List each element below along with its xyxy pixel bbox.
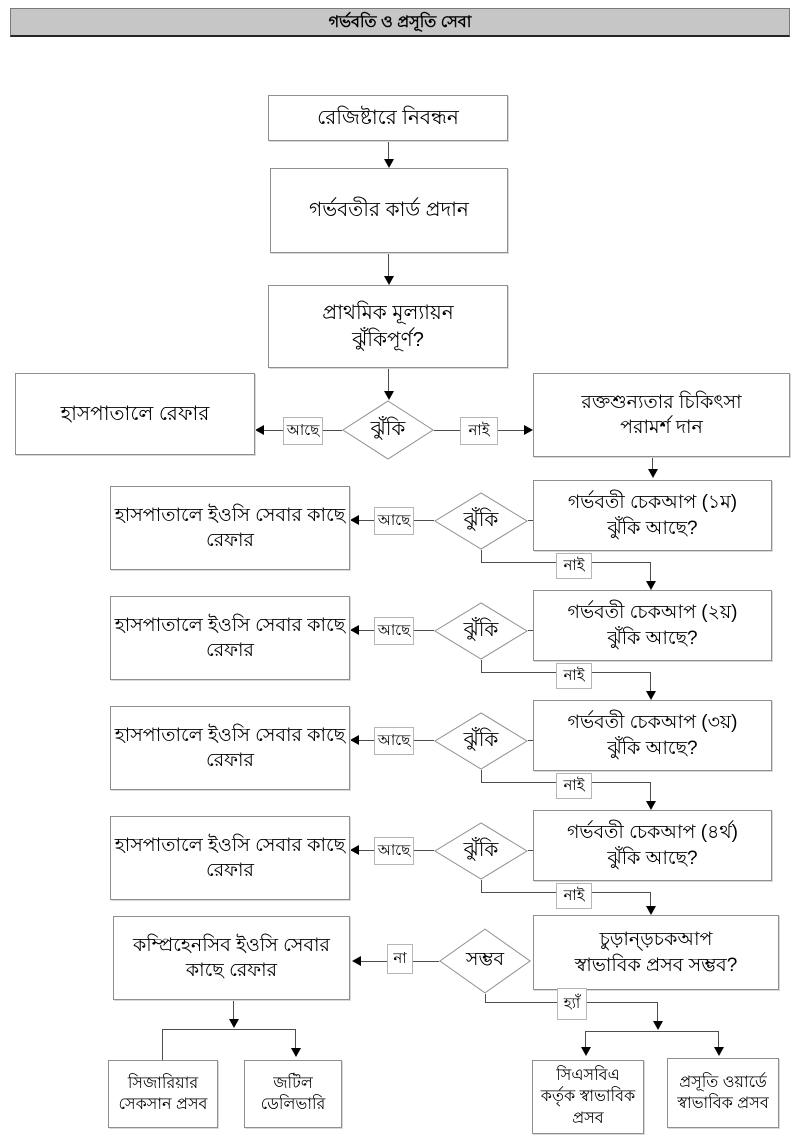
node-eoc-refer-2 — [110, 596, 350, 680]
arrowhead-left-icon — [350, 735, 359, 745]
node-anemia — [533, 373, 790, 457]
arrowhead-left-icon — [255, 425, 264, 435]
decision-risk-1 — [434, 492, 528, 550]
eoc-refer-1-line1: হাসপাতালে ইওসি সেবার কাছে — [114, 504, 346, 526]
node-csba-delivery — [532, 1060, 644, 1134]
decision-risk-initial — [342, 400, 434, 460]
final-checkup-line1: চুড়ান্ড়চকআপ — [599, 929, 713, 951]
decision-risk-label: ঝুঁকি — [463, 838, 499, 861]
node-comp-eoc — [113, 916, 350, 1000]
label-no-initial: নাই — [460, 417, 498, 445]
label-yes-4: আছে — [374, 837, 414, 865]
csba-line3: প্রসব — [572, 1109, 604, 1127]
connector-split-ward — [718, 1031, 719, 1047]
complicated-line1: জটিল — [273, 1074, 313, 1092]
decision-risk-label: ঝুঁকি — [370, 417, 406, 440]
comp-eoc-line2: কাছে রেফার — [185, 960, 278, 981]
connector-risk4-next — [650, 892, 651, 906]
label-no-2: নাই — [556, 663, 592, 689]
decision-risk-4 — [434, 822, 528, 880]
connector-risk4-elbow — [481, 880, 482, 892]
label-no-3: নাই — [556, 773, 592, 799]
eoc-refer-3-line2: রেফার — [205, 750, 254, 771]
node-checkup-1 — [533, 480, 772, 551]
arrowhead-right-icon — [524, 425, 533, 435]
node-checkup-2 — [533, 590, 772, 661]
maternity-ward-line2: স্বাভাবিক প্রসব — [677, 1095, 769, 1112]
decision-possible-label: সম্ভব — [465, 949, 505, 970]
checkup-3-line2: ঝুঁকি আছে? — [607, 737, 698, 759]
connector-split-csba — [585, 1031, 586, 1047]
checkup-2-line2: ঝুঁকি আছে? — [607, 627, 698, 649]
node-anemia-line1: রক্তশুন্যতার চিকিৎসা — [581, 391, 742, 413]
connector-risk1-next — [650, 562, 651, 581]
arrowhead-down-icon — [646, 581, 656, 590]
eoc-refer-4-line1: হাসপাতালে ইওসি সেবার কাছে — [114, 834, 346, 856]
decision-risk-label: ঝুঁকি — [463, 728, 499, 751]
node-maternity-ward — [667, 1058, 779, 1128]
arrowhead-down-icon — [384, 276, 394, 285]
decision-risk-label: ঝুঁকি — [463, 618, 499, 641]
decision-risk-label: ঝুঁকি — [463, 508, 499, 531]
final-checkup-line2: স্বাভাবিক প্রসব সম্ভব? — [574, 954, 738, 976]
label-yes-final: হ্যাঁ — [557, 988, 587, 1020]
node-eoc-refer-1 — [110, 486, 350, 570]
label-no-1: নাই — [556, 553, 592, 579]
connector-yes-split — [585, 1031, 718, 1032]
eoc-refer-1-line2: রেফার — [205, 530, 254, 551]
arrowhead-left-icon — [352, 956, 361, 966]
checkup-1-line2: ঝুঁকি আছে? — [607, 517, 698, 539]
eoc-refer-3-line1: হাসপাতালে ইওসি সেবার কাছে — [114, 724, 346, 746]
node-checkup-4 — [533, 810, 772, 881]
label-yes-3: আছে — [374, 727, 414, 755]
checkup-1-line1: গর্ভবতী চেকআপ (১ম) — [567, 492, 738, 514]
node-eoc-refer-4 — [110, 816, 350, 900]
label-yes-2: আছে — [374, 617, 414, 645]
comp-eoc-line1: কম্প্রিহেনসিব ইওসি সেবার — [133, 934, 330, 956]
eoc-refer-2-line1: হাসপাতালে ইওসি সেবার কাছে — [114, 614, 346, 636]
connector-possible-yes — [657, 1002, 658, 1021]
connector-comp-split — [162, 1029, 295, 1030]
arrowhead-down-icon — [384, 391, 394, 400]
arrowhead-down-icon — [229, 1019, 239, 1028]
node-register: রেজিষ্টারে নিবন্ধন — [268, 95, 508, 141]
node-hospital-refer: হাসপাতালে রেফার — [15, 373, 255, 455]
node-assessment-line2: ঝুঁকিপূর্ণ? — [352, 328, 424, 351]
arrowhead-down-icon — [646, 906, 656, 915]
cesarean-line1: সিজারিয়ার — [127, 1074, 199, 1092]
complicated-line2: ডেলিভারি — [260, 1096, 326, 1113]
label-no-4: নাই — [556, 883, 592, 909]
arrowhead-down-icon — [653, 1021, 663, 1030]
node-complicated-delivery — [244, 1060, 342, 1128]
decision-normal-delivery — [439, 928, 531, 994]
arrowhead-left-icon — [350, 515, 359, 525]
node-assessment — [268, 285, 508, 368]
csba-line1: সিএসবিএ — [556, 1067, 620, 1085]
label-yes-initial: আছে — [283, 417, 323, 445]
label-no-final: না — [387, 944, 413, 974]
arrowhead-down-icon — [646, 691, 656, 700]
checkup-2-line1: গর্ভবতী চেকআপ (২য়) — [567, 602, 738, 624]
node-checkup-3 — [533, 700, 772, 771]
connector-risk3-elbow — [481, 770, 482, 782]
connector-risk2-next — [650, 672, 651, 691]
checkup-4-line2: ঝুঁকি আছে? — [607, 847, 698, 869]
connector-risk1-elbow — [481, 550, 482, 562]
node-cesarean — [108, 1060, 218, 1128]
node-eoc-refer-3 — [110, 706, 350, 790]
connector-possible-yes — [485, 994, 486, 1002]
page-title: গর্ভবতি ও প্রসূতি সেবা — [10, 8, 790, 37]
arrowhead-left-icon — [350, 625, 359, 635]
label-yes-1: আছে — [374, 507, 414, 535]
arrowhead-down-icon — [384, 159, 394, 168]
node-assessment-line1: প্রাথমিক মূল্যায়ন — [322, 302, 454, 325]
arrowhead-down-icon — [714, 1047, 724, 1056]
node-card: গর্ভবতীর কার্ড প্রদান — [270, 168, 508, 253]
eoc-refer-4-line2: রেফার — [205, 860, 254, 881]
decision-risk-2 — [434, 602, 528, 660]
connector-risk2-elbow — [481, 660, 482, 672]
csba-line2: কর্তৃক স্বাভাবিক — [540, 1088, 636, 1106]
checkup-4-line1: গর্ভবতী চেকআপ (৪র্থ) — [566, 822, 739, 844]
decision-risk-3 — [434, 712, 528, 770]
node-final-checkup — [533, 915, 779, 990]
arrowhead-down-icon — [646, 801, 656, 810]
connector-comp-down — [233, 1000, 234, 1019]
connector-split-cesarean — [162, 1029, 163, 1060]
connector-split-complicated — [295, 1029, 296, 1048]
arrowhead-left-icon — [350, 845, 359, 855]
connector-risk3-next — [650, 782, 651, 801]
arrowhead-down-icon — [648, 469, 658, 478]
eoc-refer-2-line2: রেফার — [205, 640, 254, 661]
checkup-3-line1: গর্ভবতী চেকআপ (৩য়) — [567, 712, 738, 734]
arrowhead-down-icon — [581, 1047, 591, 1056]
node-anemia-line2: পরামর্শ দান — [620, 417, 703, 438]
arrowhead-down-icon — [291, 1048, 301, 1057]
maternity-ward-line1: প্রসূতি ওয়ার্ডে — [679, 1073, 767, 1091]
cesarean-line2: সেকসান প্রসব — [118, 1096, 208, 1113]
